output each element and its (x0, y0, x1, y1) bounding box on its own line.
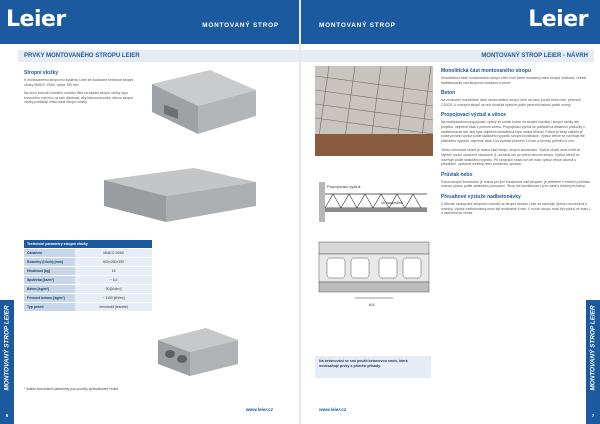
table-value: ~ 6,3 (75, 275, 152, 284)
heading: Stropní vložky (24, 70, 59, 76)
right-header (301, 0, 600, 44)
section-heading: Monolitická část montovaného stropu (441, 68, 532, 74)
side-strip (586, 300, 600, 424)
footer-link[interactable]: www.leier.cz (245, 407, 273, 412)
table-key: Beton [kg/m²] (24, 284, 75, 293)
table-row (24, 248, 152, 257)
paragraph: Z důvodu spolupráce stropních nosníků se stropní deskou Leier se navrhuje výztuž rovnoběžná s nosníky. Výztuž nadbetonávky musí být minimálně 6 mm. V rozích stropu musí být výztuž ve tvaru L a ukotvena do věnce. (441, 201, 591, 216)
left-header (0, 0, 299, 44)
paragraph: Monolitickou částí montovaného stropu Leier tvoří beton nanesený mezi stropní vložkami, včetně nadbetonávky nad stropními vložkami a věnce. (441, 76, 587, 85)
concrete-block-image (150, 322, 242, 382)
section-diagram (315, 238, 433, 318)
table-row (24, 266, 152, 275)
concrete-block-image (84, 158, 268, 230)
table-row (24, 302, 152, 311)
paragraph: Na obou koncích každého nosníku lišta na zadání stropní vložky typu koncového rozvrhu, na tato vlastnost, aby betonová směs, kterou stropní vložky pokládají místo mezi stropní vložky. (24, 91, 134, 105)
table-key: Pevnost betonu [kg/m²] (24, 293, 75, 302)
table-key: Označení (24, 248, 75, 257)
section-heading: Propojovací výztuž a věnce (441, 112, 507, 119)
table-value: MIAKO 19/60 (75, 248, 152, 257)
header-title: MONTOVANÝ STROP (319, 22, 396, 29)
construction-photo (315, 66, 433, 156)
table-title: Technické parametry stropní vložky (24, 240, 152, 248)
table-key: Spotřeba [ks/m²] (24, 275, 75, 284)
side-label: MONTOVANÝ STROP LEIER (589, 305, 597, 391)
page-number: 6 (5, 413, 9, 418)
section-heading: Beton (441, 90, 456, 97)
paragraph: Na nadbetonávce propojovací výztuž se umístí kolmo na stropní nosníky i stropní vložky dle projektu, nejméně však v jednom směru. Propojovací výztuž se pokládá na distanční podložky v nadbetonávce tak, aby byla zajištěna dostatečná krycí vrstva betonu. Pokud je strop zatížen je nutné provést výztuž podle statického výpočtu stropní konstrukce. Výztuž věnce se navrhuje dle statického výpočtu, nejméně však 4 ks výztuže průměru 10 mm a třmínky průměru 6 mm. (441, 120, 585, 143)
side-label: MONTOVANÝ STROP LEIER (3, 305, 11, 391)
left-page (0, 0, 299, 424)
table-key: Hmotnost [kg] (24, 266, 75, 275)
paragraph: Věnec obvodová věnce je nosná část stropu, stropní konstrukce. Výztuž věnců musí tvořit ve čtyřech rozích uzavřené obvodové, tj. souvislý tah po celém obvodu stropu. Výztuž věnců se navrhuje podle statického výpočtu. Při stropních nosnících se musí výztuž věnce ukončit s přesahem, výztužné kleštiny nebo podobnou úpravou. (441, 148, 581, 167)
table-row (24, 275, 152, 284)
text-column (441, 68, 591, 216)
table-row (24, 257, 152, 266)
concrete-block-image (140, 60, 260, 140)
section-heading: Průvlak nebo (441, 171, 473, 178)
table-value: ~ 1150 [kN/m²] (75, 293, 152, 302)
spec-table (24, 240, 152, 312)
info-box: Na betonování se smí použít betonovou směs, která neobsahuje prvky s příměsí přísady. (315, 356, 431, 378)
section-title: MONTOVANÝ STROP LEIER - NÁVRH (301, 50, 594, 62)
header-title: MONTOVANÝ STROP (202, 22, 279, 29)
table-value: 90 [kN/m²] (75, 284, 152, 293)
page-number: 7 (591, 413, 595, 418)
diagram-label: 6/4 (369, 302, 375, 307)
footer-link[interactable]: www.leier.cz (319, 407, 347, 412)
table-value: Vermiculit (tesnělé) (75, 302, 152, 311)
paragraph: Pokud stropní konstrukce je nosná pro jiné konstrukce nad stropem, je potřebné v místech průvlaku nosnou plochu podle statického posouzení. Strop lze kombinovat v jeho části s lehčenými trámy. (441, 179, 591, 189)
diagram-label: Propojovací výztuž (327, 184, 361, 189)
diagram-dimension: 16 maximálně (381, 201, 403, 205)
leier-logo: Leier (528, 7, 588, 32)
table-key: Typ pečeti (24, 302, 75, 311)
footnote: * dalším konstrukční parametry jsou použity zjednodušení Hrubé (24, 387, 119, 391)
table-key: Rozměry (l×b×h) [mm] (24, 257, 75, 266)
truss-diagram (315, 172, 433, 230)
table-row (24, 293, 152, 302)
section-heading: Přesahové výztuže nadbetonávky (441, 193, 521, 200)
table-value: 600×250×190 (75, 257, 152, 266)
section-title: PRVKY MONTOVANÉHO STROPU LEIER (18, 50, 299, 62)
text-column (24, 70, 136, 105)
side-strip (0, 300, 14, 424)
paragraph: K montovanému stropnímu systému Leier se dodávané betonové stropní vložky MIAKO 19/60, výšce 190 mm. (24, 78, 134, 87)
leier-logo: Leier (6, 7, 66, 32)
table-value: 16 (75, 266, 152, 275)
paragraph: Na zhotovení monolitické části montovaného stropu Leier se musí použít beton min. pevnosti C20/25. U nosných stropů se určí tloušťka výztuže podle pevnosti betonu podle normy. (441, 98, 581, 107)
right-page (301, 0, 600, 424)
table-row (24, 284, 152, 293)
